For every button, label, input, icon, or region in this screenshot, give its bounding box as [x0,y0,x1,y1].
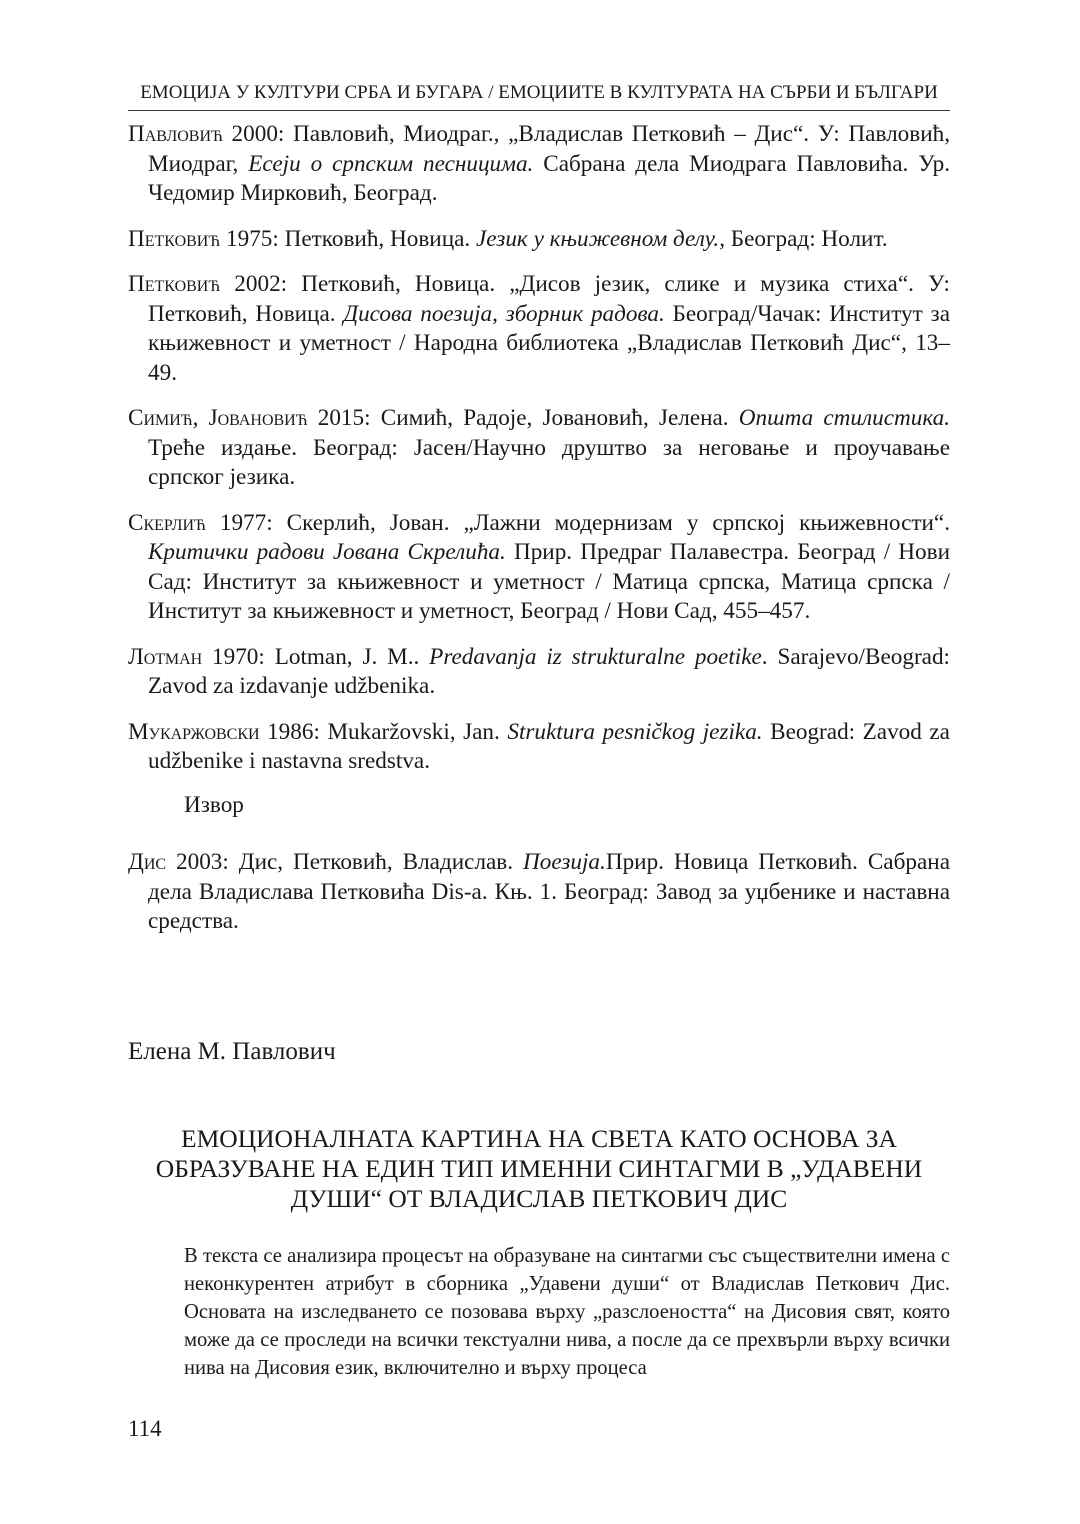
reference-text: Симић, Радоје, Јовановић, Јелена. [370,405,729,431]
reference-text: Петковић, Новица. „Дисов језик, слике и музика стиха“. У: Петковић, Новица. [148,271,950,327]
source-heading: Извор [184,792,244,818]
reference-text: Beograd: Zavod za udžbenike i nastavna sredstva. [148,718,950,774]
reference-key: Павловић 2000: [128,121,285,147]
reference-item [128,270,950,388]
abstract: В текста се анализира процесът на образуване на синтагми със съществителни имена с неконкурентен атрибут в сборника „Удавени души“ от Владислав Петкович Дис. Основата на изследването се позовава върху „разслоеността“ на Дисовия свят, която може да се проследи на всички текстуални нива, а после да се прехвърли върху всички нива на Дисовия език, включително и върху процеса [184,1245,950,1379]
reference-text: Београд: Нолит. [725,225,888,252]
reference-item [128,225,950,255]
reference-title: Поезија. [513,849,606,875]
reference-item [128,120,950,209]
reference-text: Скерлић, Јован. „Лажни модернизам у српској књижевности“. [272,509,950,536]
reference-key: Дис 2003: [128,849,229,875]
reference-text: Прир. Предраг Палавестра. Београд / Нови Сад: Институт за књижевност и уметност / Матица српска, Матица српска / Институт за књижевност и уметност, Београд / Нови Сад, 455–457. [148,539,951,624]
reference-title: Есеји о српским песницима. [238,150,534,177]
author-name: Елена М. Павлович [128,1038,336,1065]
reference-item [128,643,950,702]
reference-key: Скерлић 1977: [128,509,273,536]
running-header: ЕМОЦИЈА У КУЛТУРИ СРБА И БУГАРА / ЕМОЦИИТЕ В КУЛТУРАТА НА СЪРБИ И БЪЛГАРИ [128,82,950,111]
reference-text: Дис, Петковић, Владислав. [228,849,514,875]
reference-key: Симић, Јовановић 2015: [128,405,371,431]
reference-text: Сабрана дела Миодрага Павловића. Ур. Чедомир Мирковић, Београд. [148,150,950,206]
reference-text: Треће издање. Београд: Јасен/Научно друштво за неговање и проучавање српског језика. [148,434,950,490]
reference-text: Павловић, Миодраг., „Владислав Петковић – Дис“. У: Павловић, Миодраг, [148,121,951,177]
reference-title: Језик у књижевном делу., [470,225,725,252]
reference-title: Општа стилистика. [728,405,950,431]
reference-text: . Sarajevo/Beograd: Zavod za izdavanje udžbenika. [148,643,950,699]
reference-title: Критички радови Јована Скрелића. [148,539,506,565]
reference-key: Мукаржовски 1986: [128,718,320,745]
page-number: 114 [128,1416,162,1441]
reference-item [128,404,950,493]
reference-text: Петковић, Новица. [278,225,471,252]
reference-key: Лотман 1970: [128,643,265,670]
article-title: ЕМОЦИОНАЛНАТА КАРТИНА НА СВЕТА КАТО ОСНОВА ЗА ОБРАЗУВАНЕ НА ЕДИН ТИП ИМЕННИ СИНТАГМИ В „УДАВЕНИ ДУШИ“ ОТ ВЛАДИСЛАВ ПЕТКОВИЧ ДИС [155,1124,923,1213]
reference-item [128,718,950,777]
reference-item [128,509,950,627]
reference-text: Mukaržovski, Jan. [319,718,500,745]
reference-title: Predavanja iz strukturalne poetike [419,643,762,670]
reference-text: Београд/Чачак: Институт за књижевност и уметност / Народна библиотека „Владислав Петковић Дис“, 13–49. [148,300,950,386]
reference-key: Петковић 2002: [128,271,288,297]
reference-item [128,848,950,937]
reference-key: Петковић 1975: [128,225,279,252]
reference-title: Struktura pesničkog jezika. [499,718,763,745]
reference-text: Прир. Новица Петковић. Сабрана дела Владислава Петковића Dis-a. Књ. 1. Београд: Завод за уџбенике и наставна средства. [148,849,950,934]
reference-text: Lotman, J. M.. [264,643,420,670]
reference-title: Дисова поезија, зборник радова. [335,300,665,327]
source-reference [128,848,950,953]
references-list [128,120,950,793]
